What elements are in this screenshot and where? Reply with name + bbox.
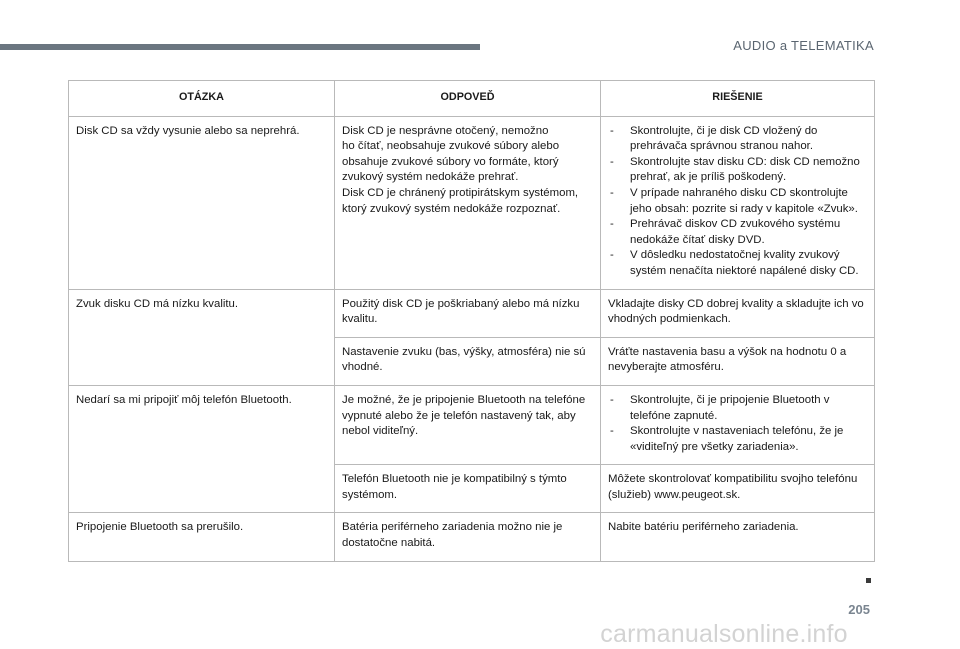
table-header-row: [69, 81, 875, 117]
answer-line: Disk CD je nesprávne otočený, nemožno: [342, 124, 549, 137]
answer-cell: Nastavenie zvuku (bas, výšky, atmosféra) nie sú vhodné.: [335, 337, 601, 385]
solution-cell: [601, 385, 875, 464]
answer-cell: Telefón Bluetooth nie je kompatibilný s týmto systémom.: [335, 465, 601, 513]
page-number: 205: [848, 602, 870, 617]
solution-list: [608, 124, 867, 280]
column-header-question: OTÁZKA: [69, 81, 335, 117]
solution-item: - V prípade nahraného disku CD skontrolujte jeho obsah: pozrite si rady v kapitole «Zvuk».: [608, 186, 867, 217]
solution-list: [608, 393, 867, 455]
question-cell: Pripojenie Bluetooth sa prerušilo.: [69, 513, 335, 561]
answer-line: ktorý zvukový systém nedokáže rozpoznať.: [342, 202, 561, 215]
question-cell: Zvuk disku CD má nízku kvalitu.: [69, 289, 335, 385]
solution-item: - Prehrávač diskov CD zvukového systému nedokáže čítať disky DVD.: [608, 217, 867, 248]
answer-cell: Je možné, že je pripojenie Bluetooth na telefóne vypnuté alebo že je telefón nastavený tak, aby nebol viditeľný.: [335, 385, 601, 464]
solution-cell: Môžete skontrolovať kompatibilitu svojho telefónu (služieb) www.peugeot.sk.: [601, 465, 875, 513]
answer-line: ho čítať, neobsahuje zvukové súbory alebo: [342, 140, 560, 153]
answer-line: Disk CD je chránený protipirátskym systémom,: [342, 186, 579, 199]
table-row: [69, 385, 875, 464]
solution-cell: [601, 116, 875, 289]
answer-cell: Použitý disk CD je poškriabaný alebo má nízku kvalitu.: [335, 289, 601, 337]
watermark: carmanualsonline.info: [600, 620, 848, 648]
table-row: [69, 289, 875, 337]
solution-item: - Skontrolujte, či je disk CD vložený do prehrávača správnou stranou nahor.: [608, 124, 867, 155]
question-cell: Disk CD sa vždy vysunie alebo sa neprehrá.: [69, 116, 335, 289]
header-accent-bar: [0, 44, 480, 50]
question-cell: Nedarí sa mi pripojiť môj telefón Bluetooth.: [69, 385, 335, 513]
solution-item: - Skontrolujte stav disku CD: disk CD nemožno prehrať, ak je príliš poškodený.: [608, 155, 867, 186]
answer-line: obsahuje zvukové súbory vo formáte, ktorý: [342, 155, 559, 168]
table-row: [69, 116, 875, 289]
answer-line: zvukový systém nedokáže prehrať.: [342, 171, 519, 184]
solution-cell: Nabite batériu periférneho zariadenia.: [601, 513, 875, 561]
answer-cell: [335, 116, 601, 289]
solution-item: - V dôsledku nedostatočnej kvality zvukový systém nenačíta niektoré napálené disky CD.: [608, 248, 867, 279]
section-title: AUDIO a TELEMATIKA: [733, 38, 874, 53]
solution-item: - Skontrolujte v nastaveniach telefónu, že je «viditeľný pre všetky zariadenia».: [608, 424, 867, 455]
column-header-answer: ODPOVEĎ: [335, 81, 601, 117]
solution-cell: Vráťte nastavenia basu a výšok na hodnotu 0 a nevyberajte atmosféru.: [601, 337, 875, 385]
section-marker: [866, 578, 871, 583]
troubleshooting-table: [68, 80, 875, 562]
answer-cell: Batéria periférneho zariadenia možno nie je dostatočne nabitá.: [335, 513, 601, 561]
solution-cell: Vkladajte disky CD dobrej kvality a skladujte ich vo vhodných podmienkach.: [601, 289, 875, 337]
column-header-solution: RIEŠENIE: [601, 81, 875, 117]
table-row: [69, 513, 875, 561]
solution-item: - Skontrolujte, či je pripojenie Bluetooth v telefóne zapnuté.: [608, 393, 867, 424]
